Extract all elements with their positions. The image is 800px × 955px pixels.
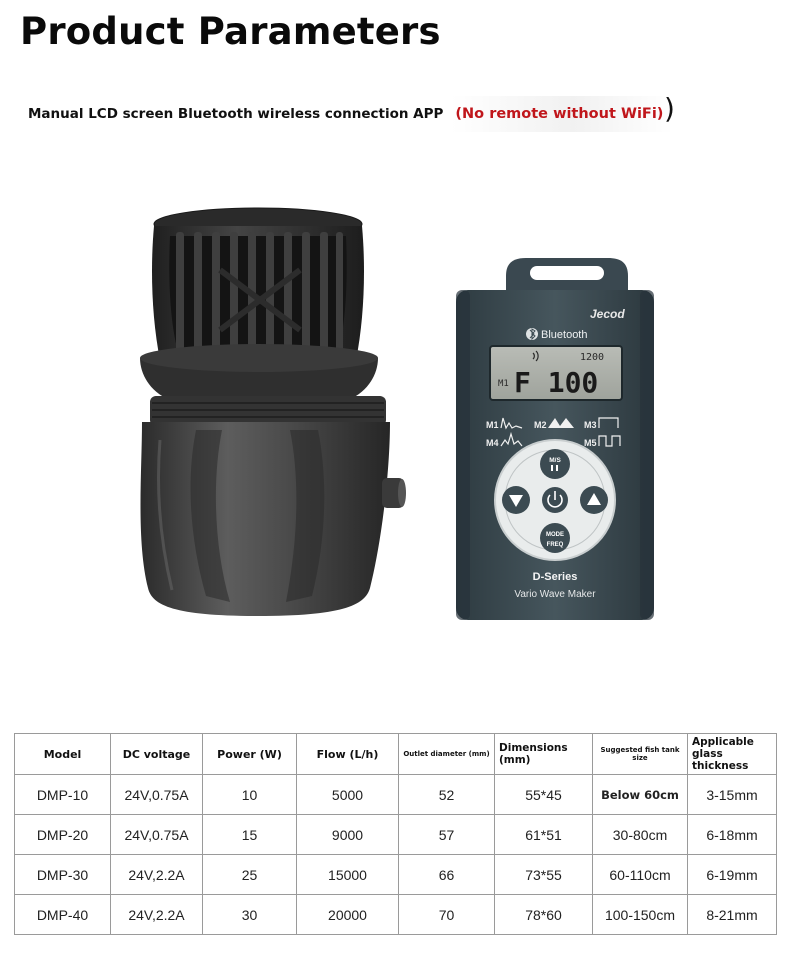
cell-tank-size: 100-150cm [593, 895, 688, 935]
freq-label: FREQ [546, 542, 564, 548]
cell-model: DMP-20 [15, 815, 111, 855]
table-row [15, 815, 777, 855]
bluetooth-label: Bluetooth [541, 329, 588, 341]
cell-power: 25 [203, 855, 297, 895]
cell-power: 15 [203, 815, 297, 855]
cell-voltage: 24V,0.75A [111, 775, 203, 815]
header-model: Model [15, 734, 111, 775]
cell-glass: 8-21mm [688, 895, 777, 935]
cell-flow: 20000 [297, 895, 399, 935]
controller-brand: Jecod [590, 307, 625, 321]
cell-glass: 6-19mm [688, 855, 777, 895]
mode-5-label: M5 [584, 438, 597, 448]
cell-flow: 9000 [297, 815, 399, 855]
cell-voltage: 24V,2.2A [111, 855, 203, 895]
parameters-table [14, 733, 777, 935]
table-header-row [15, 734, 777, 775]
cell-power: 10 [203, 775, 297, 815]
header-glass-thickness: Applicable glass thickness [688, 734, 777, 775]
cell-tank-size: Below 60cm [593, 775, 688, 815]
mode-1-label: M1 [486, 420, 499, 430]
closing-parenthesis: ) [664, 92, 675, 125]
no-remote-note: (No remote without WiFi) [455, 106, 664, 122]
cell-outlet: 66 [399, 855, 495, 895]
mode-4-label: M4 [486, 438, 499, 448]
controller-image [456, 258, 654, 620]
cell-model: DMP-10 [15, 775, 111, 815]
table-row [15, 895, 777, 935]
table-row [15, 855, 777, 895]
wave-pump-image [140, 208, 406, 616]
header-flow: Flow (L/h) [297, 734, 399, 775]
up-button[interactable] [580, 486, 608, 514]
cell-model: DMP-30 [15, 855, 111, 895]
cell-glass: 6-18mm [688, 815, 777, 855]
ms-label: M/S [549, 457, 561, 464]
controller-series: D-Series [532, 571, 578, 583]
mode-freq-button[interactable] [540, 523, 570, 553]
lcd-value: 1200 [580, 352, 605, 363]
cell-voltage: 24V,0.75A [111, 815, 203, 855]
cell-flow: 15000 [297, 855, 399, 895]
cell-model: DMP-40 [15, 895, 111, 935]
cell-dimensions: 61*51 [495, 815, 593, 855]
controller-product-name: Vario Wave Maker [514, 589, 596, 600]
ms-pause-button[interactable] [540, 449, 570, 479]
lcd-main-reading: F 100 [514, 366, 599, 399]
cell-glass: 3-15mm [688, 775, 777, 815]
header-power: Power (W) [203, 734, 297, 775]
header-dimensions: Dimensions (mm) [495, 734, 593, 775]
cell-outlet: 57 [399, 815, 495, 855]
cell-dimensions: 73*55 [495, 855, 593, 895]
lcd-mode: M1 [498, 379, 509, 389]
pause-icon [551, 465, 553, 471]
table-row [15, 775, 777, 815]
power-button[interactable] [542, 487, 568, 513]
cell-flow: 5000 [297, 775, 399, 815]
page-title: Product Parameters [20, 10, 441, 53]
cell-outlet: 70 [399, 895, 495, 935]
cell-dimensions: 55*45 [495, 775, 593, 815]
cell-voltage: 24V,2.2A [111, 895, 203, 935]
mode-2-label: M2 [534, 420, 547, 430]
cell-tank-size: 30-80cm [593, 815, 688, 855]
cell-outlet: 52 [399, 775, 495, 815]
subtitle: Manual LCD screen Bluetooth wireless connection APP [28, 106, 444, 122]
header-dc-voltage: DC voltage [111, 734, 203, 775]
down-button[interactable] [502, 486, 530, 514]
bluetooth-icon [526, 328, 538, 340]
cell-dimensions: 78*60 [495, 895, 593, 935]
header-outlet-diameter: Outlet diameter (mm) [399, 734, 495, 775]
mode-3-label: M3 [584, 420, 597, 430]
mode-label: MODE [546, 532, 564, 538]
header-tank-size: Suggested fish tank size [593, 734, 688, 775]
cell-power: 30 [203, 895, 297, 935]
cell-tank-size: 60-110cm [593, 855, 688, 895]
